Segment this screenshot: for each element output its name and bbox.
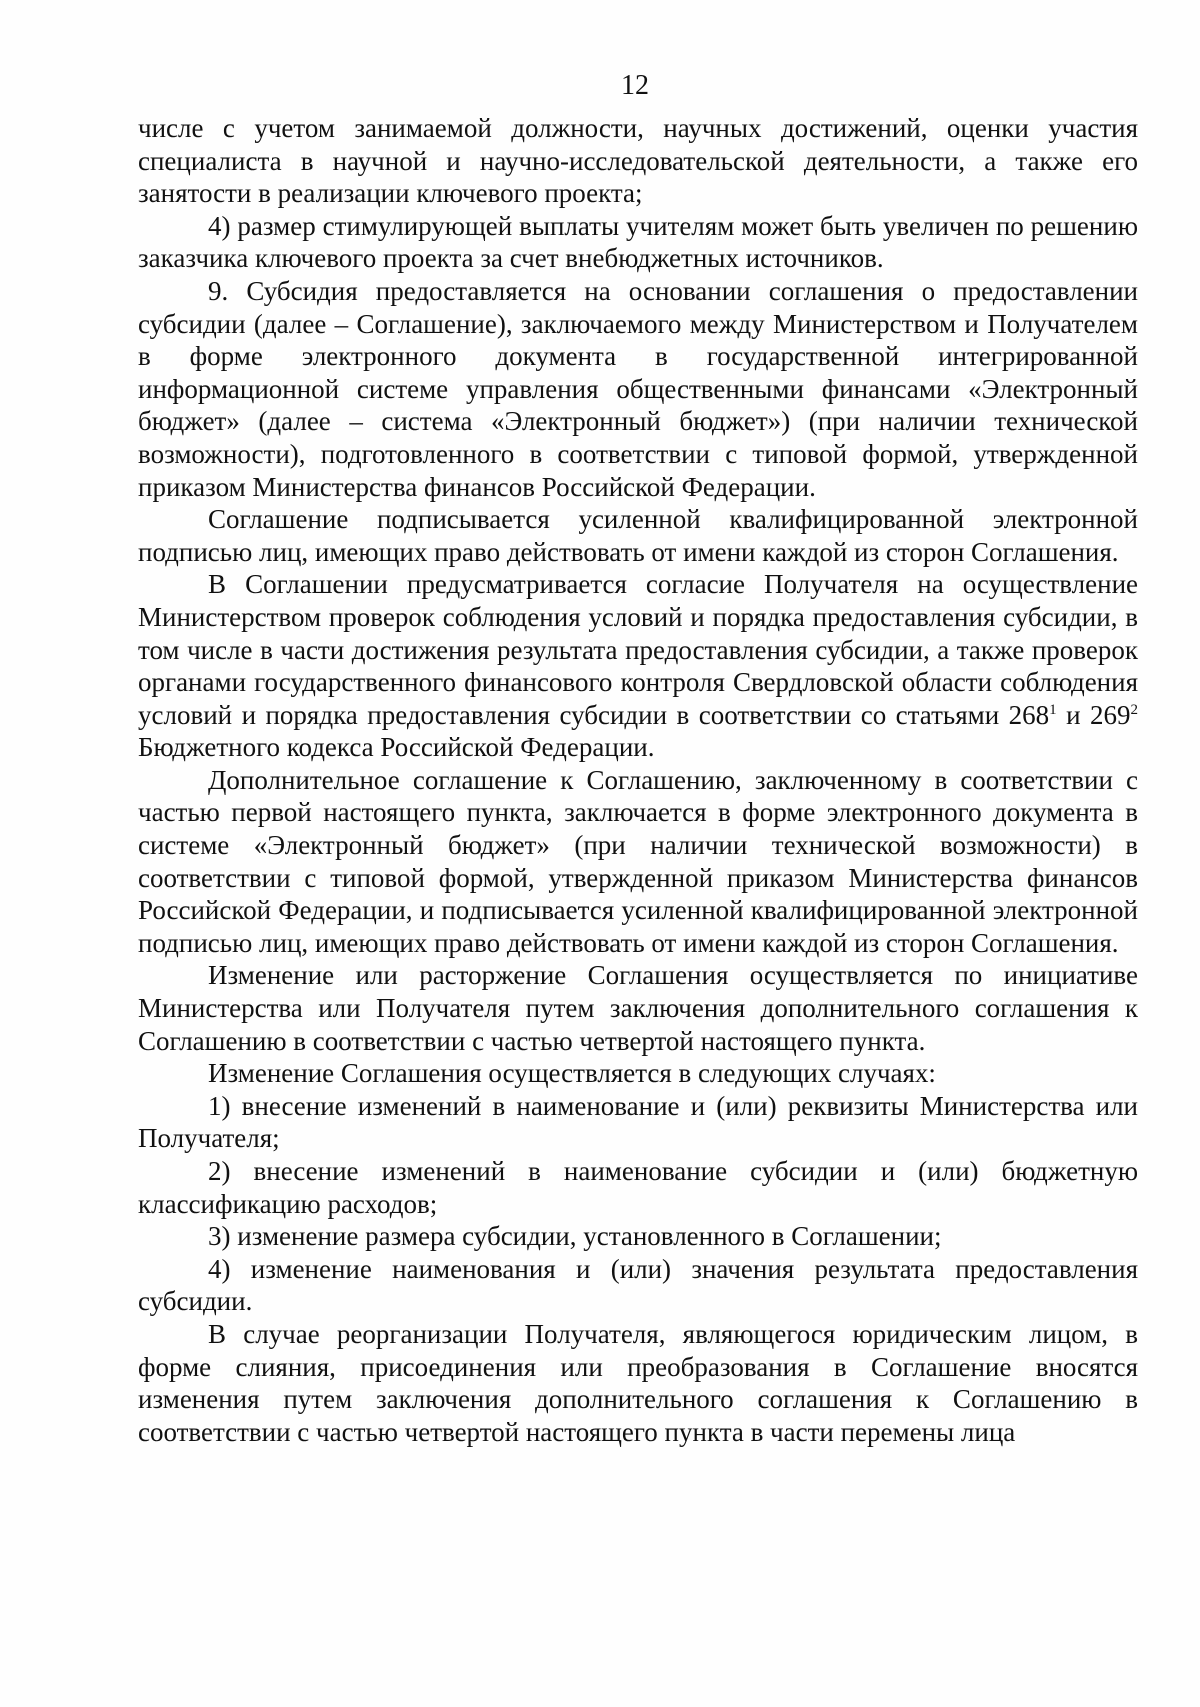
list-item-1: 1) внесение изменений в наименование и (или) реквизиты Министерства или Получателя;: [138, 1090, 1138, 1154]
list-item-2: 2) внесение изменений в наименование субсидии и (или) бюджетную классификацию расходов;: [138, 1156, 1138, 1219]
document-body: [138, 112, 1138, 1448]
paragraph-change-cases: Изменение Соглашения осуществляется в следующих случаях:: [208, 1058, 936, 1089]
paragraph-item-4: 4) размер стимулирующей выплаты учителям может быть увеличен по решению заказчика ключевого проекта за счет внебюджетных источников.: [138, 210, 1138, 274]
footnote-superscript-2: 2: [1130, 701, 1138, 718]
paragraph-clause-9: 9. Субсидия предоставляется на основании соглашения о предоставлении субсидии (далее – Соглашение), заключаемого между Министерством и Получателем в форме электронного документа в государственной интегрированной информационной системе управления общественными финансами «Электронный бюджет» (далее – система «Электронный бюджет») (при наличии технической возможности), подготовленного в соответствии с типовой формой, утвержденной приказом Министерства финансов Российской Федерации.: [138, 275, 1138, 502]
inspections-text-end: Бюджетного кодекса Российской Федерации.: [138, 732, 655, 763]
list-item-3: 3) изменение размера субсидии, установленного в Соглашении;: [208, 1221, 942, 1252]
paragraph-change-termination: Изменение или расторжение Соглашения осуществляется по инициативе Министерства или Получателя путем заключения дополнительного соглашения к Соглашению в соответствии с частью четвертой настоящего пункта.: [138, 960, 1138, 1056]
inspections-text-start: В Соглашении предусматривается согласие Получателя на осуществление Министерством проверок соблюдения условий и порядка предоставления субсидии, в том числе в части достижения результата предоставления субсидии, а также проверок органами государственного финансового контроля Свердловской области соблюдения условий и порядка предоставления субсидии в соответствии со статьями 268: [138, 569, 1138, 730]
paragraph-reorganization: В случае реорганизации Получателя, являющегося юридическим лицом, в форме слияния, присоединения или преобразования в Соглашение вносятся изменения путем заключения дополнительного соглашения к Соглашению в соответствии с частью четвертой настоящего пункта в части перемены лица: [138, 1318, 1138, 1447]
page-number: 12: [621, 70, 649, 101]
paragraph-signing: Соглашение подписывается усиленной квалифицированной электронной подписью лиц, имеющих право действовать от имени каждой из сторон Соглашения.: [138, 504, 1138, 567]
footnote-superscript-1: 1: [1049, 701, 1057, 718]
list-item-4: 4) изменение наименования и (или) значения результата предоставления субсидии.: [138, 1253, 1138, 1317]
paragraph-inspections: [138, 568, 1138, 764]
inspections-text-middle: и 269: [1056, 699, 1131, 730]
paragraph-continuation: числе с учетом занимаемой должности, научных достижений, оценки участия специалиста в научной и научно-исследовательской деятельности, а также его занятости в реализации ключевого проекта;: [138, 113, 1138, 209]
paragraph-additional-agreement: Дополнительное соглашение к Соглашению, заключенному в соответствии с частью первой настоящего пункта, заключается в форме электронного документа в системе «Электронный бюджет» (при наличии технической возможности) в соответствии с типовой формой, утвержденной приказом Министерства финансов Российской Федерации, и подписывается усиленной квалифицированной электронной подписью лиц, имеющих право действовать от имени каждой из сторон Соглашения.: [138, 764, 1138, 958]
